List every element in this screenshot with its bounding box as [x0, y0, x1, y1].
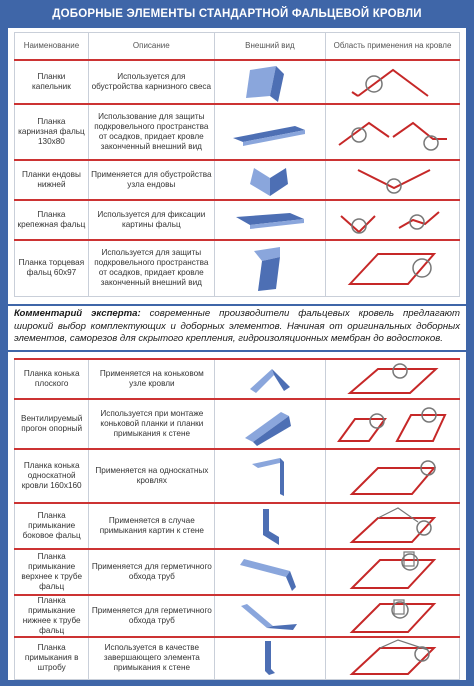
row-name: Планка конька односкатной кровли 160х160 [15, 449, 89, 503]
row-description: Применяется в случае примыкания картин к стене [89, 503, 215, 549]
row-description: Использование для защиты подкровельного пространства от осадков, придает кровле законченный внешний вид [88, 104, 214, 160]
table-row [15, 637, 460, 679]
roof-scheme-icon [333, 401, 453, 447]
table-row [15, 200, 460, 240]
row-description: Используется в качестве завершающего элемента примыкания к стене [89, 637, 215, 679]
gable-plank-icon [240, 243, 300, 293]
row-name: Планка крепежная фальц [15, 200, 89, 240]
roof-scheme-icon [338, 244, 448, 292]
element-image [214, 200, 325, 240]
header-view: Внешний вид [214, 33, 325, 61]
row-description: Применяется для обустройства узла ендовы [88, 160, 214, 200]
element-image [214, 240, 325, 296]
row-description: Применяется для герметичного обхода труб [89, 549, 215, 595]
lower-pipe-abutment-icon [235, 598, 305, 634]
table-row [15, 549, 460, 595]
header-name: Наименование [15, 33, 89, 61]
table-row [15, 449, 460, 503]
table-row [15, 60, 460, 104]
elements-table-bottom [14, 358, 460, 680]
row-description: Используется для защиты подкровельного пространства от осадков, придает кровле законченный внешний вид [88, 240, 214, 296]
roof-scheme [326, 503, 460, 549]
element-image [214, 160, 325, 200]
row-name: Планка примыкание боковое фальц [15, 503, 89, 549]
table-row [15, 160, 460, 200]
roof-scheme [326, 399, 460, 449]
roof-scheme-icon [338, 504, 448, 548]
element-image [215, 449, 326, 503]
roof-scheme [326, 200, 460, 240]
row-description: Используется при монтаже коньковой планки и планки примыкания к стене [89, 399, 215, 449]
table-row [15, 104, 460, 160]
row-name: Планка торцевая фальц 60х97 [15, 240, 89, 296]
row-name: Планка примыкание нижнее к трубе фальц [15, 595, 89, 637]
row-name: Вентилируемый прогон опорный [15, 399, 89, 449]
row-name: Планки ендовы нижней [15, 160, 89, 200]
row-description: Применяется на коньковом узле кровли [89, 359, 215, 399]
comment-lead: Комментарий эксперта: [14, 308, 141, 319]
mono-ridge-icon [240, 452, 300, 500]
roof-scheme-icon [338, 596, 448, 636]
ridge-plank-icon [240, 361, 300, 397]
roof-scheme-icon [333, 109, 453, 155]
side-abutment-icon [245, 505, 295, 547]
elements-table-top [14, 32, 460, 297]
row-description: Используется для обустройства карнизного свеса [88, 60, 214, 104]
row-description: Используется для фиксации картины фальц [88, 200, 214, 240]
element-image [215, 399, 326, 449]
table-row [15, 240, 460, 296]
roof-scheme-icon [338, 550, 448, 594]
roof-scheme [326, 240, 460, 296]
row-name: Планка примыкание верхнее к трубе фальц [15, 549, 89, 595]
roof-scheme-icon [338, 62, 448, 102]
row-name: Планка карнизная фальц 130х80 [15, 104, 89, 160]
page-title: ДОБОРНЫЕ ЭЛЕМЕНТЫ СТАНДАРТНОЙ ФАЛЬЦЕВОЙ КРОВЛИ [52, 8, 422, 20]
table-row [15, 595, 460, 637]
table-row [15, 503, 460, 549]
roof-scheme [326, 160, 460, 200]
header-description: Описание [88, 33, 214, 61]
element-image [215, 359, 326, 399]
roof-scheme-icon [338, 638, 448, 678]
roof-scheme [326, 595, 460, 637]
eaves-plank-icon [225, 112, 315, 152]
row-name: Планки капельник [15, 60, 89, 104]
row-name: Планка примыкания в штробу [15, 637, 89, 679]
row-description: Применяется для герметичного обхода труб [89, 595, 215, 637]
comment-text: современные производители фальцевых кровель предлагают широкий выбор комплектующих и доборных элементов. Начиная от оригинальных доборных элементов, саморезов для скрытого крепления, гидроизоляционных мембран до водостоков. [14, 308, 461, 344]
roof-scheme-icon [338, 162, 448, 198]
row-name: Планка конька плоского [15, 359, 89, 399]
element-image [215, 503, 326, 549]
vent-support-icon [235, 402, 305, 446]
roof-scheme-icon [338, 452, 448, 500]
table-row [15, 359, 460, 399]
roof-scheme [326, 449, 460, 503]
header-area: Область применения на кровле [326, 33, 460, 61]
fixing-plank-icon [230, 203, 310, 237]
valley-plank-icon [240, 162, 300, 198]
row-description: Применяется на односкатных кровлях [89, 449, 215, 503]
roof-scheme-icon [333, 202, 453, 238]
drip-edge-icon [240, 62, 300, 102]
expert-comment [8, 306, 466, 350]
element-image [215, 637, 326, 679]
roof-scheme [326, 637, 460, 679]
roof-scheme [326, 60, 460, 104]
roof-scheme [326, 104, 460, 160]
roof-scheme [326, 359, 460, 399]
element-image [215, 595, 326, 637]
roof-scheme [326, 549, 460, 595]
element-image [214, 60, 325, 104]
table-panel-top [8, 28, 466, 304]
upper-pipe-abutment-icon [230, 551, 310, 593]
chase-abutment-icon [245, 639, 295, 677]
table-row [15, 399, 460, 449]
roof-scheme-icon [338, 361, 448, 397]
element-image [215, 549, 326, 595]
table-panel-bottom [8, 352, 466, 680]
table-header [15, 33, 460, 61]
element-image [214, 104, 325, 160]
